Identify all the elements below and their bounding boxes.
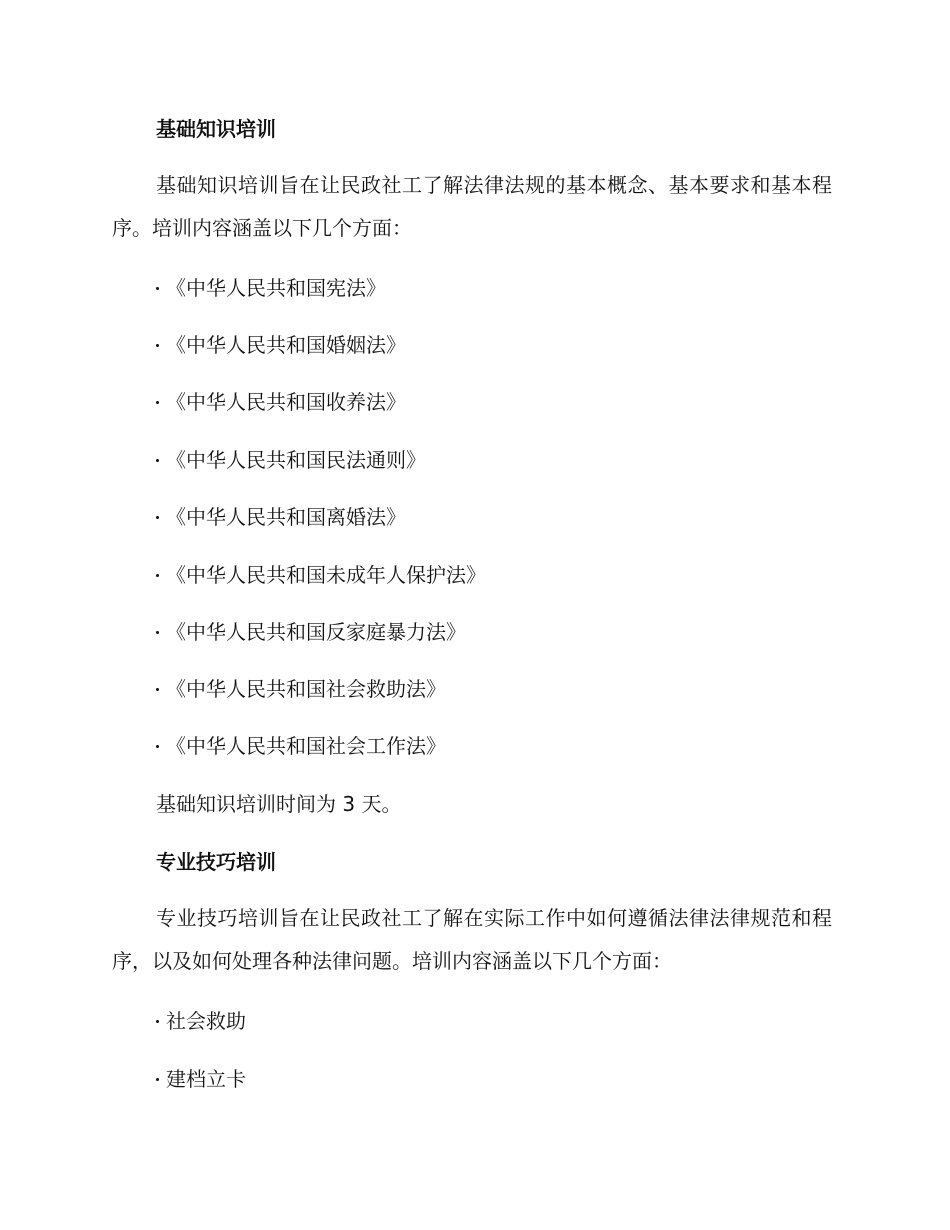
bullet-icon bbox=[156, 1020, 159, 1023]
list-item-label: 《中华人民共和国离婚法》 bbox=[166, 505, 406, 529]
list-item bbox=[156, 675, 446, 703]
list-item bbox=[156, 388, 406, 416]
list-item-label: 建档立卡 bbox=[166, 1067, 246, 1091]
list-item bbox=[156, 331, 406, 359]
bullet-icon bbox=[156, 459, 159, 462]
list-item bbox=[156, 732, 446, 760]
list-item-label: 《中华人民共和国反家庭暴力法》 bbox=[166, 620, 466, 644]
list-item bbox=[156, 561, 486, 589]
section-paragraph-basic-knowledge: 基础知识培训旨在让民政社工了解法律法规的基本概念、基本要求和基本程序。培训内容涵盖以下几个方面： bbox=[112, 173, 832, 240]
section-paragraph-professional-skills: 专业技巧培训旨在让民政社工了解在实际工作中如何遵循法律法律规范和程序，以及如何处理各种法律问题。培训内容涵盖以下几个方面： bbox=[112, 906, 832, 973]
list-item-label: 《中华人民共和国婚姻法》 bbox=[166, 333, 406, 357]
section-heading-basic-knowledge: 基础知识培训 bbox=[156, 117, 276, 141]
list-item-label: 《中华人民共和国未成年人保护法》 bbox=[166, 563, 486, 587]
bullet-icon bbox=[156, 1078, 159, 1081]
list-item-label: 社会救助 bbox=[166, 1009, 246, 1033]
bullet-icon bbox=[156, 516, 159, 519]
bullet-icon bbox=[156, 631, 159, 634]
list-item-label: 《中华人民共和国宪法》 bbox=[166, 276, 386, 300]
list-item-label: 《中华人民共和国社会工作法》 bbox=[166, 734, 446, 758]
section-heading-professional-skills: 专业技巧培训 bbox=[156, 850, 276, 874]
list-item bbox=[156, 1065, 246, 1093]
list-item bbox=[156, 274, 386, 302]
list-item-label: 《中华人民共和国民法通则》 bbox=[166, 448, 426, 472]
list-item bbox=[156, 618, 466, 646]
list-item bbox=[156, 1007, 246, 1035]
bullet-icon bbox=[156, 344, 159, 347]
list-item bbox=[156, 446, 426, 474]
list-item bbox=[156, 503, 406, 531]
training-duration: 基础知识培训时间为 3 天。 bbox=[156, 792, 402, 816]
bullet-icon bbox=[156, 688, 159, 691]
list-item-label: 《中华人民共和国社会救助法》 bbox=[166, 677, 446, 701]
bullet-icon bbox=[156, 574, 159, 577]
bullet-icon bbox=[156, 745, 159, 748]
list-item-label: 《中华人民共和国收养法》 bbox=[166, 390, 406, 414]
bullet-icon bbox=[156, 287, 159, 290]
bullet-icon bbox=[156, 401, 159, 404]
